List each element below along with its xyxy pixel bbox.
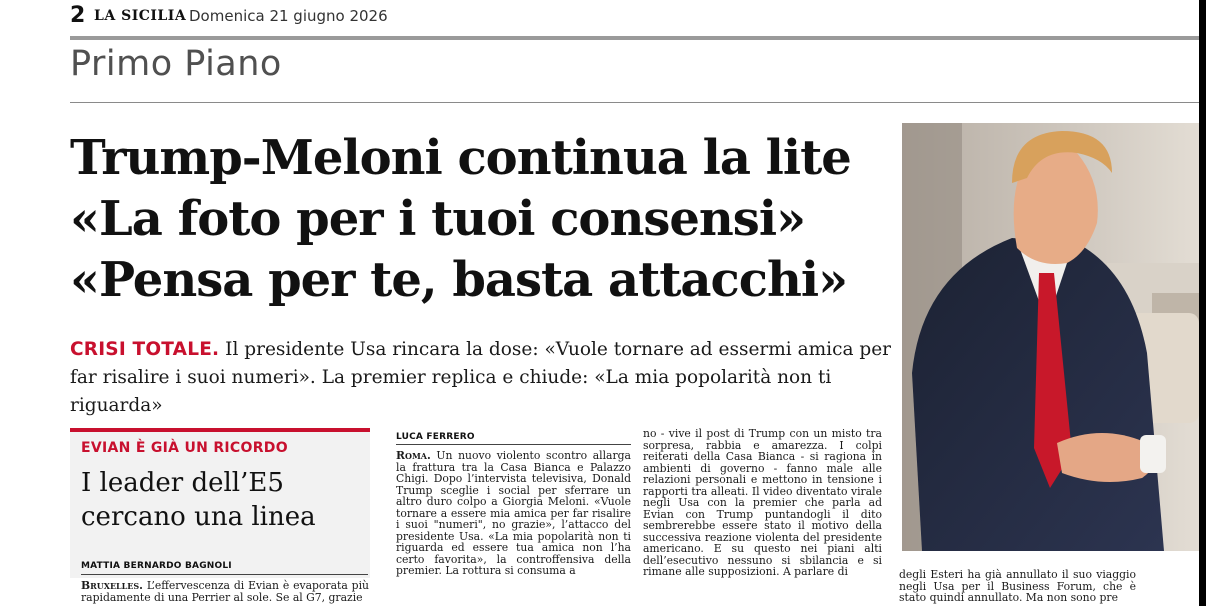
sidebar-top-bar	[70, 428, 370, 432]
article-column-3	[899, 569, 1136, 604]
article-dateline: Roma.	[396, 449, 431, 462]
article-column-2	[643, 428, 882, 578]
sidebar-byline-rule	[81, 574, 368, 575]
photo-of-man-in-suit-icon	[902, 123, 1199, 551]
section-title: Primo Piano	[70, 44, 282, 84]
article-byline: LUCA FERRERO	[396, 432, 475, 442]
article-column-2-text: no - vive il post di Trump con un misto tra sorpresa, rabbia e amarezza. I colpi reiterati della Casa Bianca - si ragiona in ambienti di governo - fanno male alle relazioni personali e mettono in tensione i rapporti tra alleati. Il video diventato virale negli Usa con la premier che parla ad Evian con Trump puntandogli il dito sembrerebbe essere stato il motivo della successiva reazione violenta del presidente americano. E su questo nei piani alti dell’esecutivo nessuno si sbilancia e si rimane alle supposizioni. A parlare di	[643, 427, 882, 578]
article-column-1	[396, 450, 631, 577]
section-rule	[70, 102, 1199, 103]
sidebar-title-line-2: cercano una linea	[81, 502, 316, 532]
article-column-1-text: Un nuovo violento scontro allarga la frattura tra la Casa Bianca e Palazzo Chigi. Dopo l’intervista televisiva, Donald Trump sceglie i social per sferrare un altro duro colpo a Giorgia Meloni. «Vuole tornare a essere mia amica per far risalire i suoi "numeri", no grazie», l’attacco del presidente Usa. «La mia popolarità non ti riguarda ed essere tua amica non l’ha certo favorita», la controffensiva della premier. La rottura si consuma a	[396, 449, 631, 577]
masthead-logo: LA SICILIA	[94, 8, 187, 24]
sidebar-body	[81, 580, 369, 603]
deck-text: Il presidente Usa rincara la dose: «Vuole tornare ad essermi amica per far risalire i suoi numeri». La premier replica e chiude: «La mia popolarità non ti riguarda»	[70, 339, 891, 416]
deck-summary	[70, 336, 900, 420]
deck-kicker: CRISI TOTALE.	[70, 339, 220, 360]
article-column-3-text: degli Esteri ha già annullato il suo viaggio negli Usa per il Business Forum, che è stato quindi annullato. Ma non sono pre	[899, 568, 1136, 604]
sidebar-title	[81, 466, 371, 534]
header-rule	[70, 36, 1199, 40]
headline	[70, 128, 900, 311]
headline-line-2: «La foto per i tuoi consensi»	[70, 191, 806, 247]
headline-line-1: Trump-Meloni continua la lite	[70, 130, 851, 186]
sidebar-kicker: EVIAN È GIÀ UN RICORDO	[81, 440, 288, 456]
sidebar-byline: MATTIA BERNARDO BAGNOLI	[81, 561, 232, 571]
headline-line-3: «Pensa per te, basta attacchi»	[70, 252, 848, 308]
page-number: 2	[70, 3, 86, 28]
page-edge	[1199, 0, 1206, 606]
sidebar-dateline: Bruxelles.	[81, 579, 143, 592]
sidebar-title-line-1: I leader dell’E5	[81, 468, 284, 498]
sidebar-body-text: L’effervescenza di Evian è evaporata più rapidamente di una Perrier al sole. Se al G7, grazie	[81, 579, 369, 604]
article-byline-rule	[396, 444, 631, 445]
issue-date: Domenica 21 giugno 2026	[189, 7, 388, 25]
